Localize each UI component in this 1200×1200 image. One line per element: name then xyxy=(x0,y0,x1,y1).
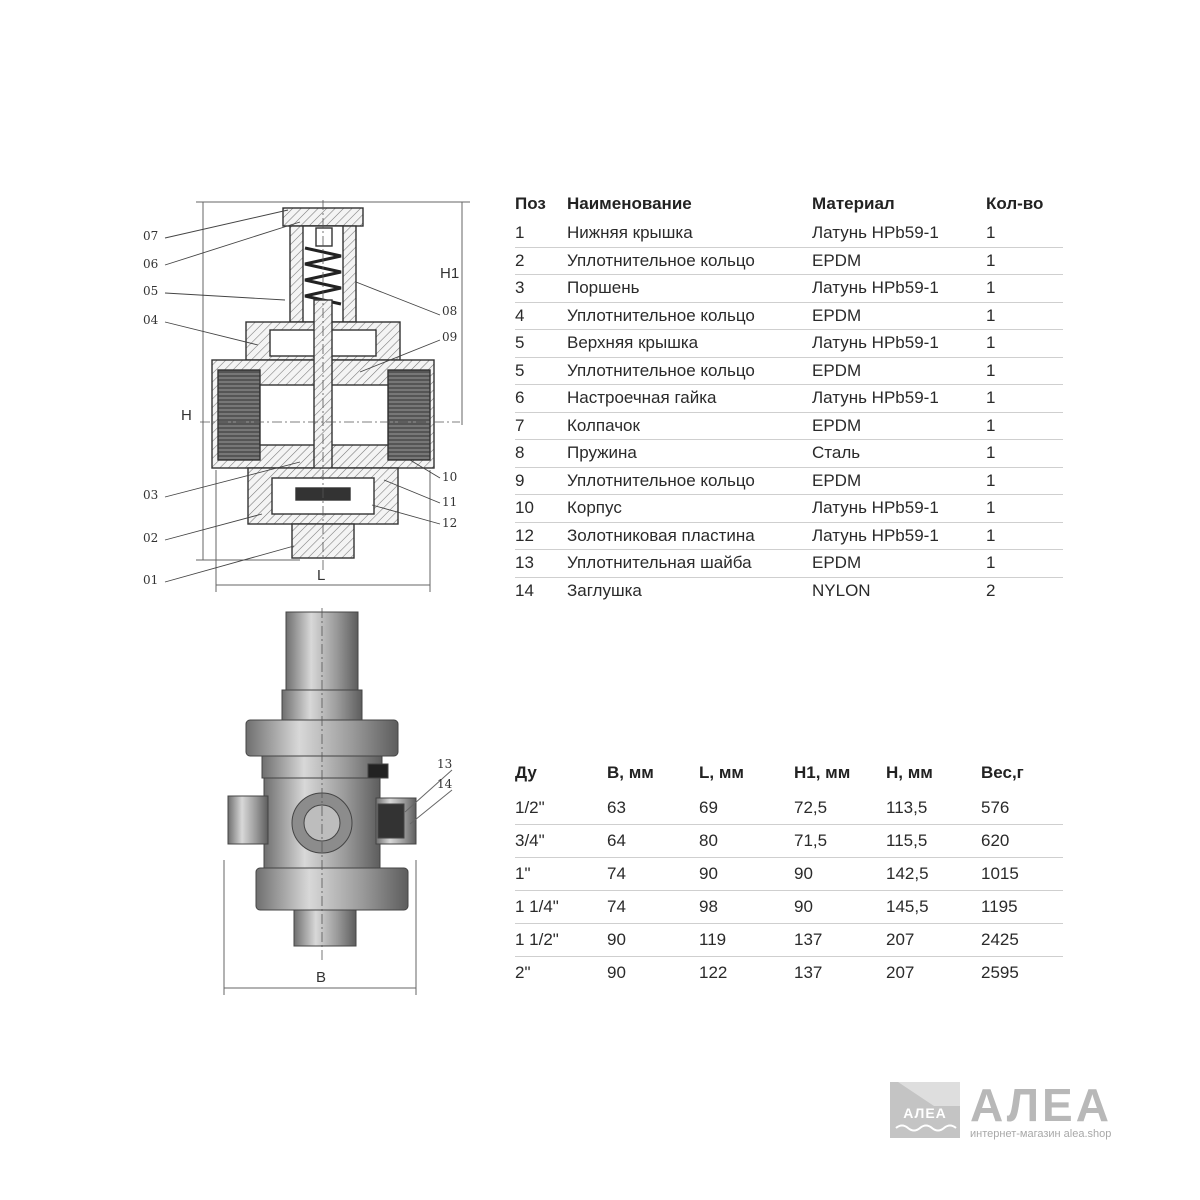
cell-pos: 5 xyxy=(515,330,567,358)
cell-name: Колпачок xyxy=(567,412,812,440)
dim-h-label: H xyxy=(181,407,192,424)
cell-b: 74 xyxy=(607,858,699,891)
cell-name: Золотниковая пластина xyxy=(567,522,812,550)
cell-h1: 137 xyxy=(794,924,886,957)
cell-material: Латунь HPb59-1 xyxy=(812,385,986,413)
cell-material: Латунь HPb59-1 xyxy=(812,275,986,303)
cell-qty: 1 xyxy=(986,220,1063,247)
header-weight: Вес,г xyxy=(981,763,1024,782)
header-h: H, мм xyxy=(886,763,933,782)
table-row xyxy=(515,220,1063,247)
cell-qty: 2 xyxy=(986,580,996,600)
cell-name: Верхняя крышка xyxy=(567,330,812,358)
cell-material: Латунь HPb59-1 xyxy=(812,220,986,247)
header-l: L, мм xyxy=(699,763,744,782)
cell-l: 90 xyxy=(699,858,794,891)
dim-h1-label: H1 xyxy=(440,265,460,282)
cell-name: Настроечная гайка xyxy=(567,385,812,413)
cell-material: NYLON xyxy=(812,580,871,600)
cell-qty: 1 xyxy=(986,440,1063,468)
logo-subtitle: интернет-магазин alea.shop xyxy=(970,1128,1112,1140)
logo-name: АЛЕА xyxy=(970,1079,1112,1131)
cell-pos: 8 xyxy=(515,440,567,468)
header-material: Материал xyxy=(812,194,895,213)
callout-02: 02 xyxy=(143,531,159,545)
cell-material: EPDM xyxy=(812,302,986,330)
cell-material: Латунь HPb59-1 xyxy=(812,330,986,358)
callout-11: 11 xyxy=(442,495,458,509)
header-dn: Ду xyxy=(515,763,537,782)
dim-b-label: B xyxy=(316,969,327,986)
cell-h: 145,5 xyxy=(886,891,981,924)
cell-qty: 1 xyxy=(986,330,1063,358)
cell-material: EPDM xyxy=(812,412,986,440)
cell-material: EPDM xyxy=(812,467,986,495)
table-row xyxy=(515,792,1063,825)
callout-12: 12 xyxy=(442,516,458,530)
dim-l-label: L xyxy=(317,567,326,584)
cell-pos: 1 xyxy=(515,220,567,247)
table-row xyxy=(515,858,1063,891)
svg-text:АЛЕА: АЛЕА xyxy=(903,1105,947,1121)
callout-13: 13 xyxy=(437,757,453,771)
cell-l: 69 xyxy=(699,792,794,825)
cell-dn: 1/2" xyxy=(515,792,607,825)
cell-dn: 1 1/4" xyxy=(515,891,607,924)
cell-weight: 620 xyxy=(981,825,1063,858)
table-row xyxy=(515,357,1063,385)
cell-material: EPDM xyxy=(812,357,986,385)
table-row xyxy=(515,412,1063,440)
cell-b: 64 xyxy=(607,825,699,858)
header-pos: Поз xyxy=(515,194,546,213)
cell-material: EPDM xyxy=(812,550,986,578)
cell-b: 90 xyxy=(607,924,699,957)
callout-10: 10 xyxy=(442,470,458,484)
table-row xyxy=(515,467,1063,495)
cell-pos: 14 xyxy=(515,580,534,600)
table-row xyxy=(515,330,1063,358)
alea-logo xyxy=(890,1079,1130,1142)
cell-pos: 9 xyxy=(515,467,567,495)
cell-name: Поршень xyxy=(567,275,812,303)
table-row xyxy=(515,495,1063,523)
header-name: Наименование xyxy=(567,194,692,213)
cell-material: Латунь HPb59-1 xyxy=(812,495,986,523)
table-row xyxy=(515,247,1063,275)
cell-name: Корпус xyxy=(567,495,812,523)
cell-pos: 5 xyxy=(515,357,567,385)
cell-pos: 13 xyxy=(515,550,567,578)
table-row xyxy=(515,522,1063,550)
header-qty: Кол-во xyxy=(986,194,1044,213)
cell-name: Уплотнительное кольцо xyxy=(567,302,812,330)
table-row xyxy=(515,550,1063,578)
cell-pos: 6 xyxy=(515,385,567,413)
alea-logo-icon xyxy=(890,1082,960,1138)
cell-h: 142,5 xyxy=(886,858,981,891)
side-view-drawing xyxy=(210,605,470,1000)
cell-qty: 1 xyxy=(986,385,1063,413)
callout-06: 06 xyxy=(143,257,159,271)
cell-qty: 1 xyxy=(986,275,1063,303)
cell-qty: 1 xyxy=(986,495,1063,523)
cell-l: 122 xyxy=(699,963,728,982)
cell-h: 207 xyxy=(886,924,981,957)
header-h1: H1, мм xyxy=(794,763,851,782)
cell-h1: 71,5 xyxy=(794,825,886,858)
cell-qty: 1 xyxy=(986,522,1063,550)
cell-b: 74 xyxy=(607,891,699,924)
cell-qty: 1 xyxy=(986,467,1063,495)
dimensions-table xyxy=(515,762,1063,989)
cell-l: 80 xyxy=(699,825,794,858)
callout-05: 05 xyxy=(143,284,159,298)
cell-dn: 3/4" xyxy=(515,825,607,858)
cell-name: Нижняя крышка xyxy=(567,220,812,247)
cell-weight: 576 xyxy=(981,792,1063,825)
callout-03: 03 xyxy=(143,488,159,502)
header-b: B, мм xyxy=(607,763,654,782)
parts-table xyxy=(515,193,1063,604)
cell-material: Латунь HPb59-1 xyxy=(812,522,986,550)
cell-h1: 90 xyxy=(794,891,886,924)
cell-name: Пружина xyxy=(567,440,812,468)
table-row xyxy=(515,957,1063,990)
cell-b: 90 xyxy=(607,963,626,982)
cell-qty: 1 xyxy=(986,357,1063,385)
cell-pos: 12 xyxy=(515,522,567,550)
cell-name: Уплотнительное кольцо xyxy=(567,467,812,495)
cell-pos: 10 xyxy=(515,495,567,523)
cell-material: Сталь xyxy=(812,440,986,468)
cell-l: 98 xyxy=(699,891,794,924)
cell-h1: 90 xyxy=(794,858,886,891)
callout-09: 09 xyxy=(442,330,458,344)
callout-08: 08 xyxy=(442,304,458,318)
cell-qty: 1 xyxy=(986,412,1063,440)
callout-04: 04 xyxy=(143,313,159,327)
cell-weight: 1015 xyxy=(981,858,1063,891)
cell-weight: 2595 xyxy=(981,963,1019,982)
cell-h1: 137 xyxy=(794,963,823,982)
cell-h: 113,5 xyxy=(886,792,981,825)
cell-name: Уплотнительное кольцо xyxy=(567,357,812,385)
cell-weight: 1195 xyxy=(981,891,1063,924)
cell-qty: 1 xyxy=(986,302,1063,330)
cell-b: 63 xyxy=(607,792,699,825)
cell-name: Заглушка xyxy=(567,580,642,600)
cell-h1: 72,5 xyxy=(794,792,886,825)
callout-01: 01 xyxy=(143,573,159,587)
cell-h: 115,5 xyxy=(886,825,981,858)
cell-name: Уплотнительная шайба xyxy=(567,550,812,578)
callout-14: 14 xyxy=(437,777,453,791)
cell-name: Уплотнительное кольцо xyxy=(567,247,812,275)
table-row xyxy=(515,440,1063,468)
callout-07: 07 xyxy=(143,229,159,243)
table-row xyxy=(515,577,1063,604)
table-row xyxy=(515,275,1063,303)
table-row xyxy=(515,385,1063,413)
table-row xyxy=(515,924,1063,957)
cell-pos: 3 xyxy=(515,275,567,303)
table-row xyxy=(515,825,1063,858)
cell-pos: 4 xyxy=(515,302,567,330)
cell-h: 207 xyxy=(886,963,915,982)
cell-pos: 7 xyxy=(515,412,567,440)
cell-material: EPDM xyxy=(812,247,986,275)
cell-dn: 2" xyxy=(515,963,531,982)
cell-l: 119 xyxy=(699,924,794,957)
table-row xyxy=(515,891,1063,924)
cell-qty: 1 xyxy=(986,247,1063,275)
cell-dn: 1 1/2" xyxy=(515,924,607,957)
cell-dn: 1" xyxy=(515,858,607,891)
cell-pos: 2 xyxy=(515,247,567,275)
cell-qty: 1 xyxy=(986,550,1063,578)
table-row xyxy=(515,302,1063,330)
parts-table-header xyxy=(515,193,1063,220)
cell-weight: 2425 xyxy=(981,924,1063,957)
dims-table-header xyxy=(515,762,1063,792)
